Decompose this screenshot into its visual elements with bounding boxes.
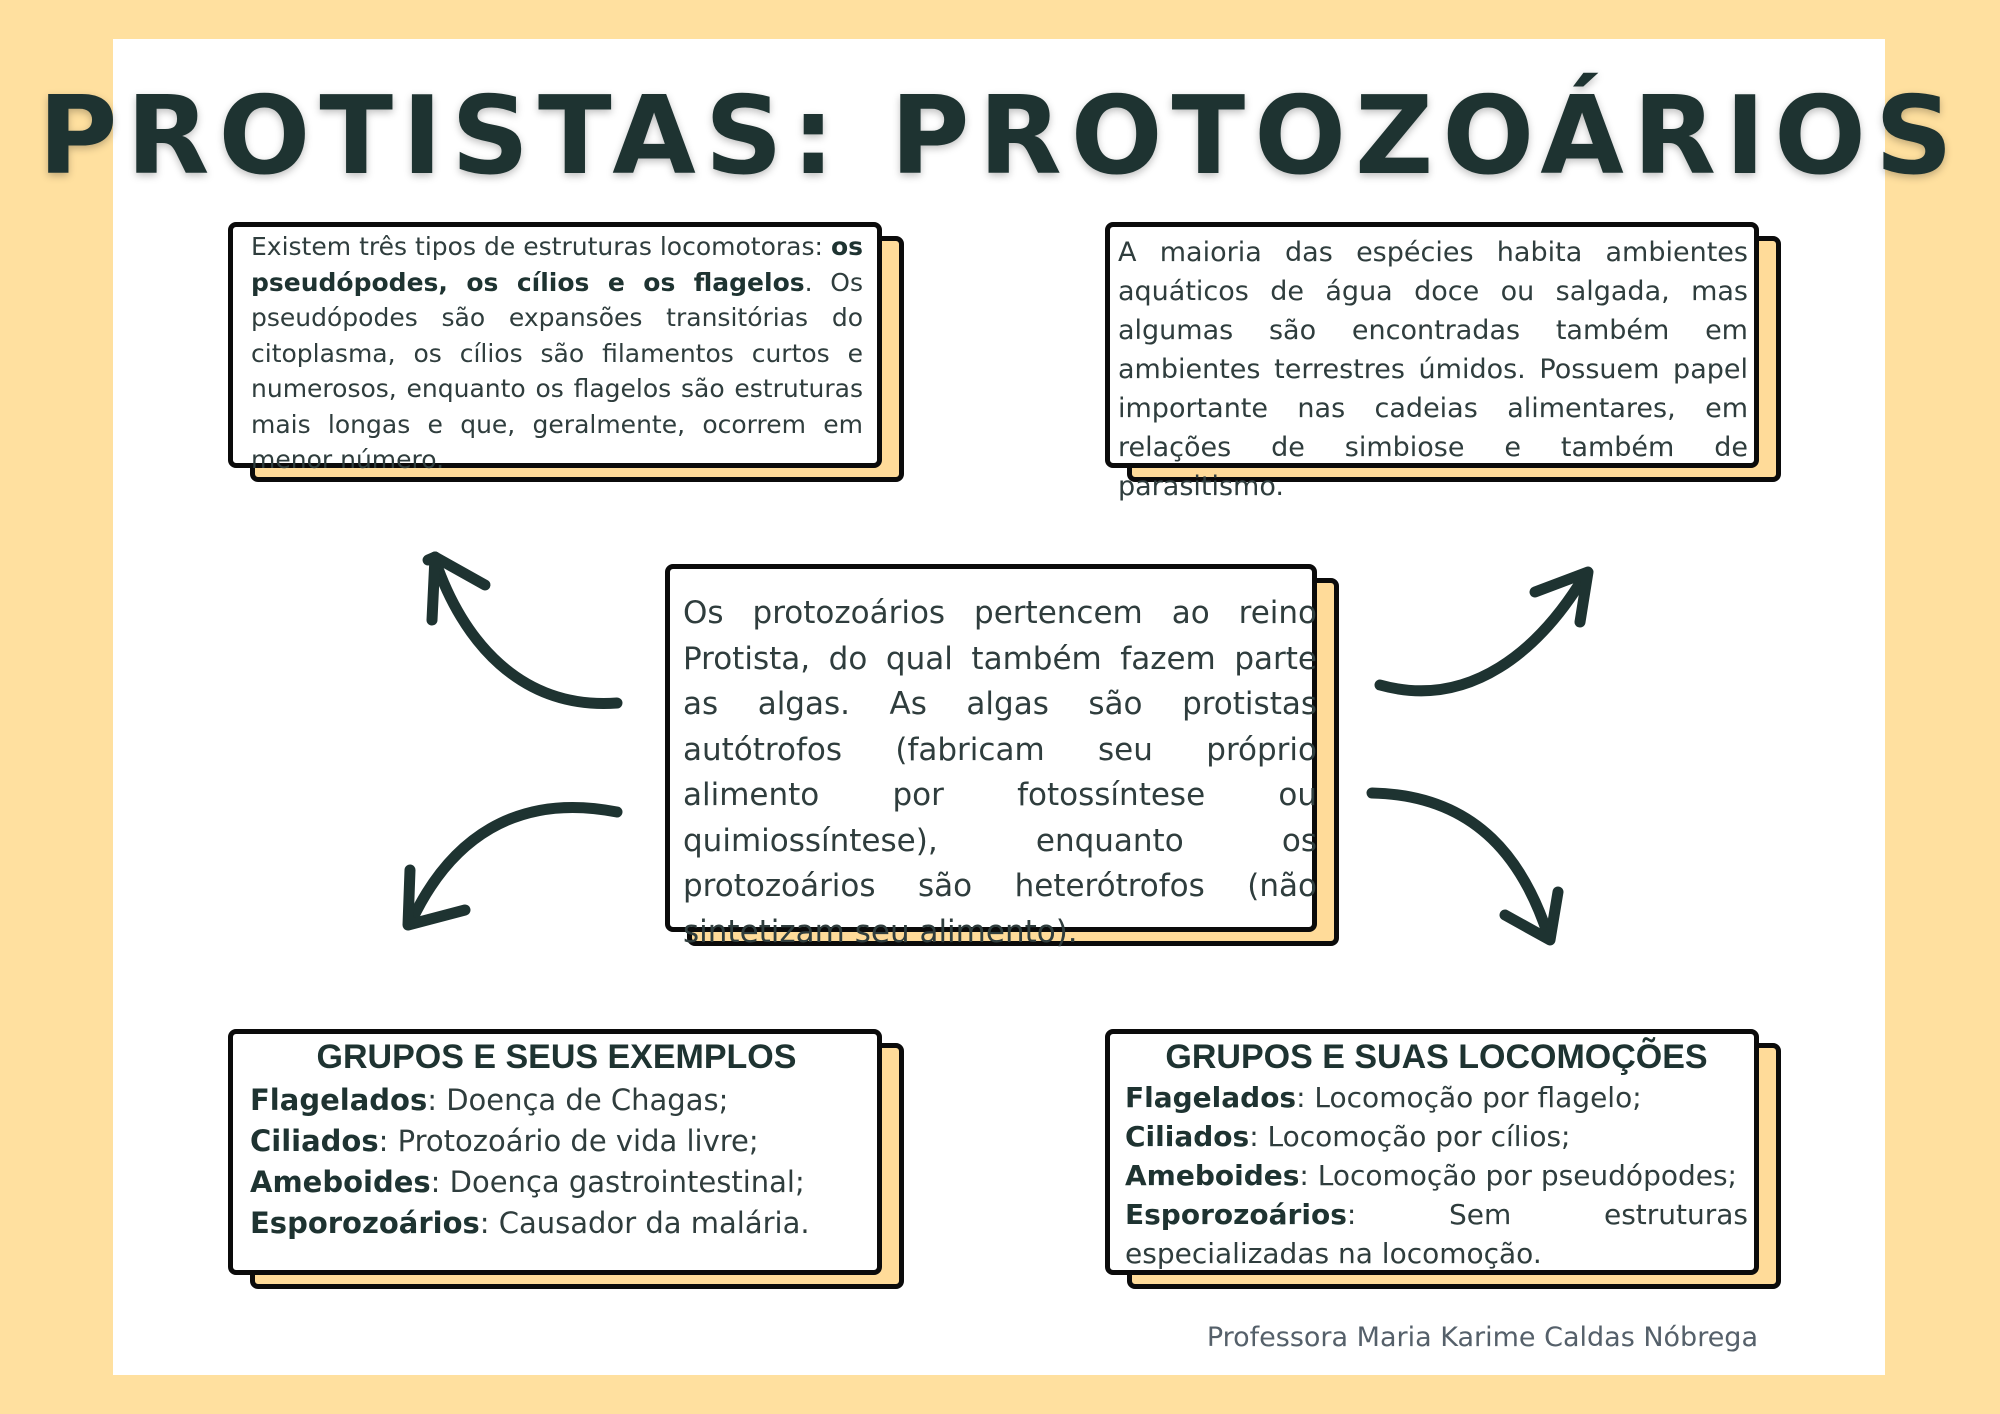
list-item: Esporozoários: Sem estruturas especializadas na locomoção. [1125,1197,1748,1270]
author-credit: Professora Maria Karime Caldas Nóbrega [1206,1322,1758,1353]
list-item: Flagelados: Doença de Chagas; [250,1082,729,1117]
page-title: PROTISTAS: PROTOZOÁRIOS [38,74,1962,199]
curved-arrow-icon [1380,572,1588,691]
groups-examples-heading: GRUPOS E SEUS EXEMPLOS [316,1038,797,1076]
locomotion-structures-text: Existem três tipos de estruturas locomotoras: os pseudópodes, os cílios e os flagelos. Os pseudópodes são expansões transitórias do citoplasma, os cílios são filamentos curtos e numerosos, enquanto os flagelos são estruturas mais longas e que, geralmente, ocorrem em menor número. [251,232,863,474]
kingdom-text: Os protozoários pertencem ao reino Protista, do qual também fazem parte as algas. As algas são protistas autótrofos (fabricam seu próprio alimento por fotossíntese ou quimiossíntese), enquanto os protozoários são heterótrofos (não sintetizam seu alimento). [683,595,1317,950]
curved-arrow-icon [1372,793,1558,940]
curved-arrow-icon [408,807,617,925]
list-item: Ameboides: Locomoção por pseudópodes; [1125,1158,1737,1192]
habitat-text: A maioria das espécies habita ambientes aquáticos de água doce ou salgada, mas algumas são encontradas também em ambientes terrestres úmidos. Possuem papel importante nas cadeias alimentares, em relações de simbiose e também de parasitismo. [1118,237,1748,502]
list-item: Flagelados: Locomoção por flagelo; [1125,1080,1642,1114]
list-item: Esporozoários: Causador da malária. [250,1205,810,1240]
list-item: Ameboides: Doença gastrointestinal; [250,1164,805,1199]
locomotion-structures-highlight: os pseudópodes, os cílios e os flagelos [251,232,863,297]
curved-arrow-icon [428,557,617,703]
list-item: Ciliados: Protozoário de vida livre; [250,1123,759,1158]
groups-locomotion-heading: GRUPOS E SUAS LOCOMOÇÕES [1165,1038,1708,1076]
list-item: Ciliados: Locomoção por cílios; [1125,1119,1571,1153]
